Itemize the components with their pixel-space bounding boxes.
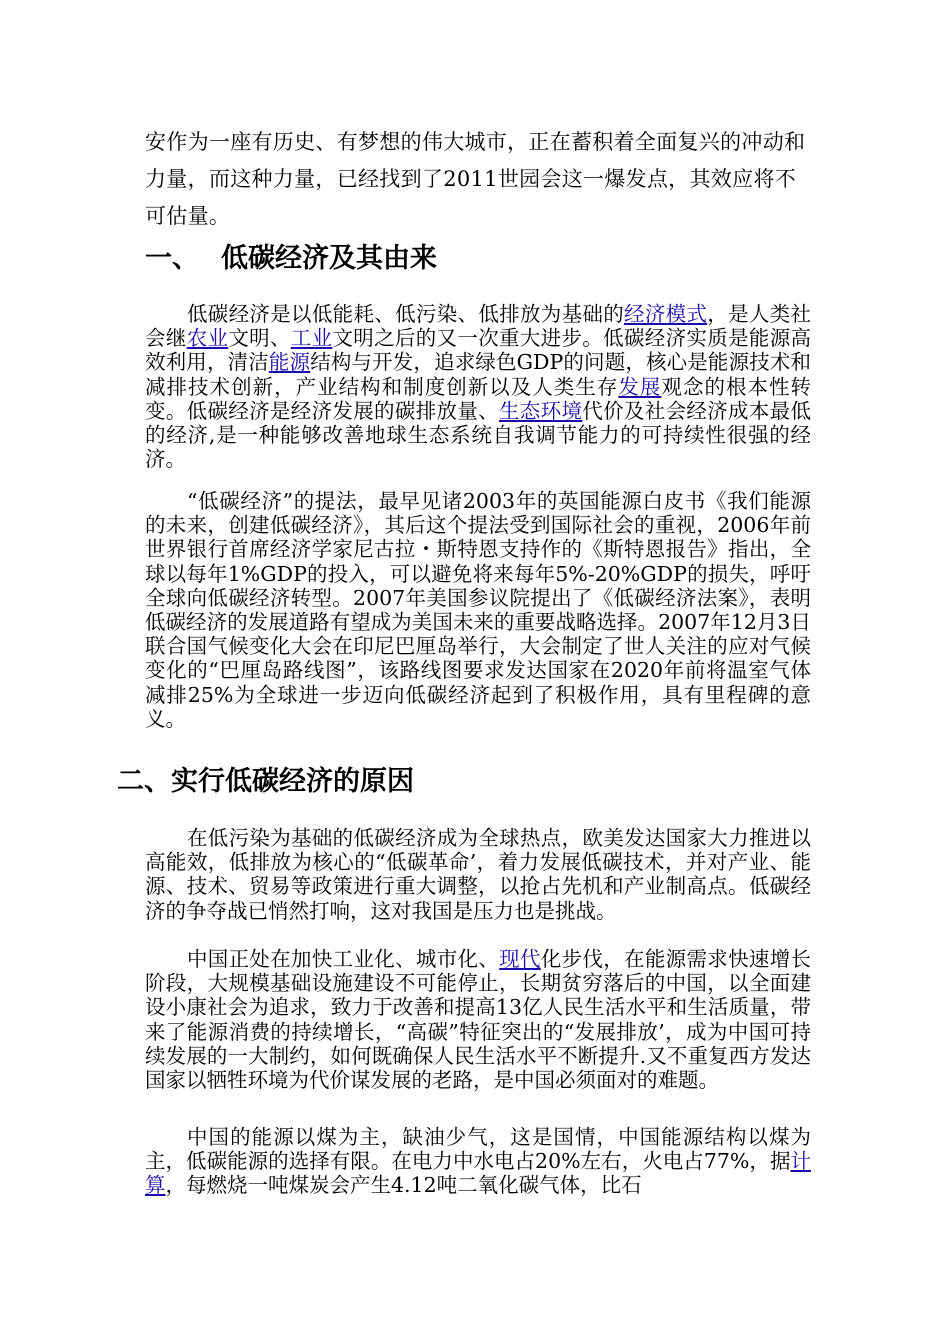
link-industry[interactable]: 工业 bbox=[290, 326, 333, 351]
section-2-heading: 二、实行低碳经济的原因 bbox=[117, 766, 414, 797]
text-run: 代价及社会经济成本最低的经济,是一种能够改善地球生态系统自我调节能力的可持续性很强的经济。 bbox=[145, 398, 812, 472]
text-run: ，是人类社会继 bbox=[145, 302, 812, 351]
section-1-title: 低碳经济及其由来 bbox=[221, 243, 437, 274]
text-run: 中国正处在加快工业化、城市化、 bbox=[187, 947, 500, 971]
paragraph-china-industrialization bbox=[145, 947, 811, 1092]
text-run: 文明、 bbox=[228, 326, 291, 351]
paragraph-low-carbon-definition bbox=[145, 302, 811, 471]
paragraph-china-energy-structure bbox=[145, 1125, 811, 1198]
section-1-number: 一、 bbox=[145, 243, 199, 274]
text-run: 文明之后的又一次重大进步。低碳经济实质是能源高效利用，清洁 bbox=[145, 326, 812, 375]
link-energy[interactable]: 能源 bbox=[268, 350, 311, 375]
text-run: 化步伐，在能源需求快速增长阶段，大规模基础设施建设不可能停止，长期贫穷落后的中国，以全面建设小康社会为追求，致力于改善和提高13亿人民生活水平和生活质量，带来了能源消费的持续增长，“高碳”特征突出的“发展排放’，成为中国可持续发展的一大制约，如何既确保人民生活水平不断提升.又不重复西方发达国家以牺牲环境为代价谋发展的老路，是中国必须面对的难题。 bbox=[145, 947, 812, 1093]
paragraph-low-carbon-history: “低碳经济”的提法，最早见诸2003年的英国能源白皮书《我们能源的未来，创建低碳经济》，其后这个提法受到国际社会的重视，2006年前世界银行首席经济学家尼古拉・斯特恩支持作的《斯特恩报告》指出，全球以每年1%GDP的投入，可以避免将来每年5%-20%GDP的损失，呼吁全球向低碳经济转型。2007年美国参议院提出了《低碳经济法案》，表明低碳经济的发展道路有望成为美国未来的重要战略选择。2007年12月3日联合国气候变化大会在印尼巴厘岛举行，大会制定了世人关注的应对气候变化的“巴厘岛路线图”，该路线图要求发达国家在2020年前将温室气体减排25%为全球进一步迈向低碳经济起到了积极作用，具有里程碑的意义。 bbox=[145, 489, 811, 731]
link-economic-model[interactable]: 经济模式 bbox=[624, 302, 708, 326]
intro-paragraph: 安作为一座有历史、有梦想的伟大城市，正在蓄积着全面复兴的冲动和力量，而这种力量，已经找到了2011世园会这一爆发点，其效应将不可估量。 bbox=[145, 130, 806, 228]
text-run: 低碳经济是以低能耗、低污染、低排放为基础的 bbox=[187, 302, 625, 326]
link-development[interactable]: 发展 bbox=[618, 374, 662, 399]
text-run: 结构与开发，追求绿色GDP的问题，核心是能源技术和减排技术创新，产业结构和制度创新以及人类生存 bbox=[145, 350, 812, 399]
link-calculation[interactable]: 计算 bbox=[145, 1149, 811, 1198]
link-agriculture[interactable]: 农业 bbox=[186, 326, 229, 351]
text-run: 观念的根本性转变。低碳经济是经济发展的碳排放量、 bbox=[145, 374, 812, 423]
section-1-heading bbox=[145, 241, 437, 277]
text-run: ，每燃烧一吨煤炭会产生4.12吨二氧化碳气体，比石 bbox=[165, 1173, 642, 1198]
link-modern[interactable]: 现代 bbox=[499, 947, 541, 971]
paragraph-global-hotspot: 在低污染为基础的低碳经济成为全球热点，欧美发达国家大力推进以高能效，低排放为核心的“低碳革命’，着力发展低碳技术，并对产业、能源、技术、贸易等政策进行重大调整，以抢占先机和产业制高点。低碳经济的争夺战已悄然打响，这对我国是压力也是挑战。 bbox=[145, 826, 811, 923]
text-run: 中国的能源以煤为主，缺油少气，这是国情，中国能源结构以煤为主，低碳能源的选择有限。在电力中水电占20%左右，火电占77%，据 bbox=[145, 1125, 811, 1174]
link-ecological-environment[interactable]: 生态环境 bbox=[498, 398, 583, 423]
